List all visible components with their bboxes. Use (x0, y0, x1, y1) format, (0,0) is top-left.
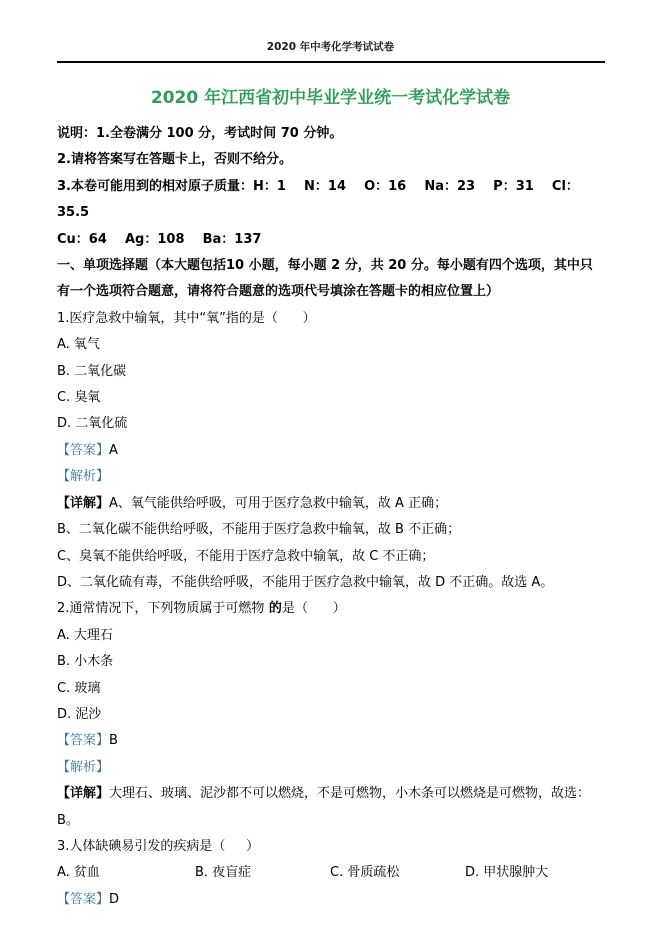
question-1-detail-line-4: D、二氧化硫有毒，不能供给呼吸，不能用于医疗急救中输氧，故 D 不正确。故选 A。 (57, 574, 554, 590)
question-2-stem (57, 596, 605, 622)
analysis-label: 【解析】 (57, 469, 110, 485)
detail-text: A、氧气能供给呼吸，可用于医疗急救中输氧，故 A 正确； (109, 495, 448, 511)
answer-value: B (109, 733, 118, 749)
notes-line-1: 说明：1.全卷满分 100 分，考试时间 70 分钟。 (57, 126, 343, 141)
question-3-option-d: D. 甲状腺肿大 (465, 865, 549, 881)
document-title: 2020 年江西省初中毕业学业统一考试化学试卷 (150, 88, 511, 108)
question-3-option-b: B. 夜盲症 (195, 865, 252, 881)
question-1-detail-line-1 (57, 491, 605, 517)
question-2-stem-post: 是（ ） (281, 601, 346, 617)
question-3-answer-line (57, 887, 605, 913)
section-heading: 一、单项选择题（本大题包括10 小题，每小题 2 分，共 20 分。每小题有四个选项，其中只有一个选项符合题意，请将符合题意的选项代号填涂在答题卡的相应位置上） (57, 258, 593, 300)
notes-line-2: 2.请将答案写在答题卡上，否则不给分。 (57, 152, 292, 168)
question-2-stem-bold: 的 (264, 601, 282, 617)
answer-value: D (109, 891, 120, 907)
question-2-answer-line (57, 728, 605, 754)
question-1-answer-line (57, 438, 605, 464)
detail-label: 【详解】 (57, 495, 110, 511)
question-3-options-row (57, 860, 605, 886)
question-2-option-d: D. 泥沙 (57, 706, 102, 722)
question-1-option-a: A. 氧气 (57, 337, 100, 353)
question-3-option-a: A. 贫血 (57, 865, 100, 881)
answer-label: 【答案】 (57, 891, 110, 907)
question-2-stem-pre: 2.通常情况下，下列物质属于可燃物 (57, 601, 265, 617)
answer-label: 【答案】 (57, 442, 110, 458)
question-2-detail-line-1 (57, 781, 605, 834)
header-rule (57, 61, 605, 63)
question-2-option-b: B. 小木条 (57, 654, 114, 670)
document-body (57, 121, 605, 913)
analysis-label: 【解析】 (57, 759, 110, 775)
question-block-3 (57, 834, 605, 913)
notes-line-4-atomic-masses: Cu：64 Ag：108 Ba：137 (57, 231, 262, 247)
question-1-detail-line-2: B、二氧化碳不能供给呼吸，不能用于医疗急救中输氧，故 B 不正确； (57, 522, 461, 538)
question-1-stem: 1.医疗急救中输氧，其中“氧”指的是（ ） (57, 310, 316, 326)
answer-value: A (109, 442, 118, 458)
question-1-detail-line-3: C、臭氧不能供给呼吸，不能用于医疗急救中输氧，故 C 不正确； (57, 548, 435, 564)
question-3-option-c: C. 骨质疏松 (330, 865, 400, 881)
notes-line-3-atomic-masses: 3.本卷可能用到的相对原子质量：H：1 N：14 O：16 Na：23 P：31 Cl：35.5 (57, 178, 579, 221)
question-2-option-c: C. 玻璃 (57, 680, 101, 696)
question-2-option-a: A. 大理石 (57, 627, 113, 643)
question-1-option-b: B. 二氧化碳 (57, 363, 127, 379)
detail-label: 【详解】 (57, 786, 110, 802)
question-1-option-c: C. 臭氧 (57, 390, 101, 406)
question-2-analysis-line (57, 755, 605, 781)
question-3-stem: 3.人体缺碘易引发的疾病是（ ） (57, 838, 260, 854)
page-header-title: 2020 年中考化学考试试卷 (266, 41, 395, 53)
question-1-option-d: D. 二氧化硫 (57, 416, 128, 432)
question-block-1 (57, 306, 605, 596)
question-1-analysis-line (57, 464, 605, 490)
detail-text: 大理石、玻璃、泥沙都不可以燃烧，不是可燃物，小木条可以燃烧是可燃物，故选：B。 (57, 786, 591, 828)
question-block-2 (57, 596, 605, 834)
answer-label: 【答案】 (57, 733, 110, 749)
